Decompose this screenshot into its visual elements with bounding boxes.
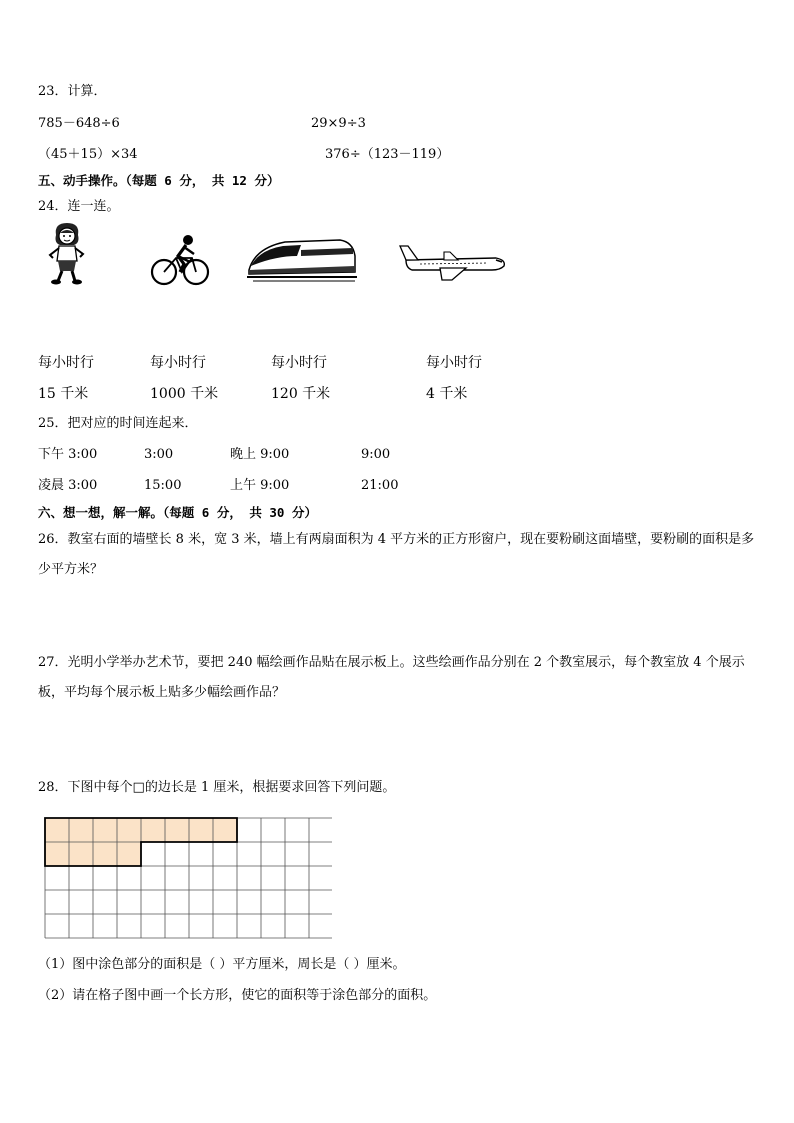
shaded-cell [69,842,93,866]
expression-2: 29×9÷3 [311,116,366,131]
shaded-cell [93,818,117,842]
time-row1-col2: 3:00 [144,447,174,462]
question-28-label: 28．下图中每个□的边长是 1 厘米，根据要求回答下列问题。 [38,780,396,795]
expression-1: 785－648÷6 [38,116,120,131]
section-5-heading: 五、动手操作。（每题 6 分， 共 12 分） [38,173,280,188]
time-row1-col3: 晚上 9:00 [230,447,290,462]
time-row2-col1: 凌晨 3:00 [38,478,98,493]
expression-3: （45＋15）×34 [38,147,138,162]
speed-label-4-line2: 4 千米 [426,386,468,402]
time-row2-col3: 上午 9:00 [230,478,290,493]
shaded-cell [117,818,141,842]
shaded-cell [45,818,69,842]
time-row1-col1: 下午 3:00 [38,447,98,462]
speed-label-1-line2: 15 千米 [38,386,89,402]
speed-label-3-line1: 每小时行 [271,355,327,371]
shaded-cell [189,818,213,842]
question-27-text: 27．光明小学举办艺术节，要把 240 幅绘画作品贴在展示板上。这些绘画作品分别在 2 个教室展示，每个教室放 4 个展示板，平均每个展示板上贴多少幅绘画作品？ [38,655,745,700]
question-28-sub2: （2）请在格子图中画一个长方形，使它的面积等于涂色部分的面积。 [38,988,437,1003]
expression-4: 376÷（123－119） [325,147,450,162]
shaded-cell [69,818,93,842]
train-icon [245,236,360,284]
question-25-label: 25．把对应的时间连起来． [38,416,198,431]
question-26-text: 26．教室右面的墙壁长 8 米，宽 3 米，墙上有两扇面积为 4 平方米的正方形窗户，现在要粉刷这面墙壁，要粉刷的面积是多少平方米？ [38,532,755,577]
question-23-label: 23．计算． [38,84,107,99]
shaded-cell [45,842,69,866]
speed-label-4-line1: 每小时行 [426,355,482,371]
speed-label-3-line2: 120 千米 [271,386,331,402]
shaded-cell [117,842,141,866]
section-6-heading: 六、想一想，解一解。（每题 6 分， 共 30 分） [38,505,317,520]
question-24-label: 24．连一连。 [38,199,120,214]
question-28-sub1: （1）图中涂色部分的面积是（ ）平方厘米，周长是（ ）厘米。 [38,957,406,972]
airplane-icon [396,244,508,282]
time-row2-col4: 21:00 [361,478,399,493]
time-row2-col2: 15:00 [144,478,182,493]
cyclist-icon [150,232,210,288]
shaded-cell [213,818,237,842]
speed-label-2-line2: 1000 千米 [150,386,219,402]
speed-label-2-line1: 每小时行 [150,355,206,371]
girl-walking-icon [44,221,90,285]
square-grid[interactable] [44,817,332,941]
time-row1-col4: 9:00 [361,447,391,462]
shaded-cell [93,842,117,866]
shaded-cell [141,818,165,842]
shaded-cell [165,818,189,842]
speed-label-1-line1: 每小时行 [38,355,94,371]
